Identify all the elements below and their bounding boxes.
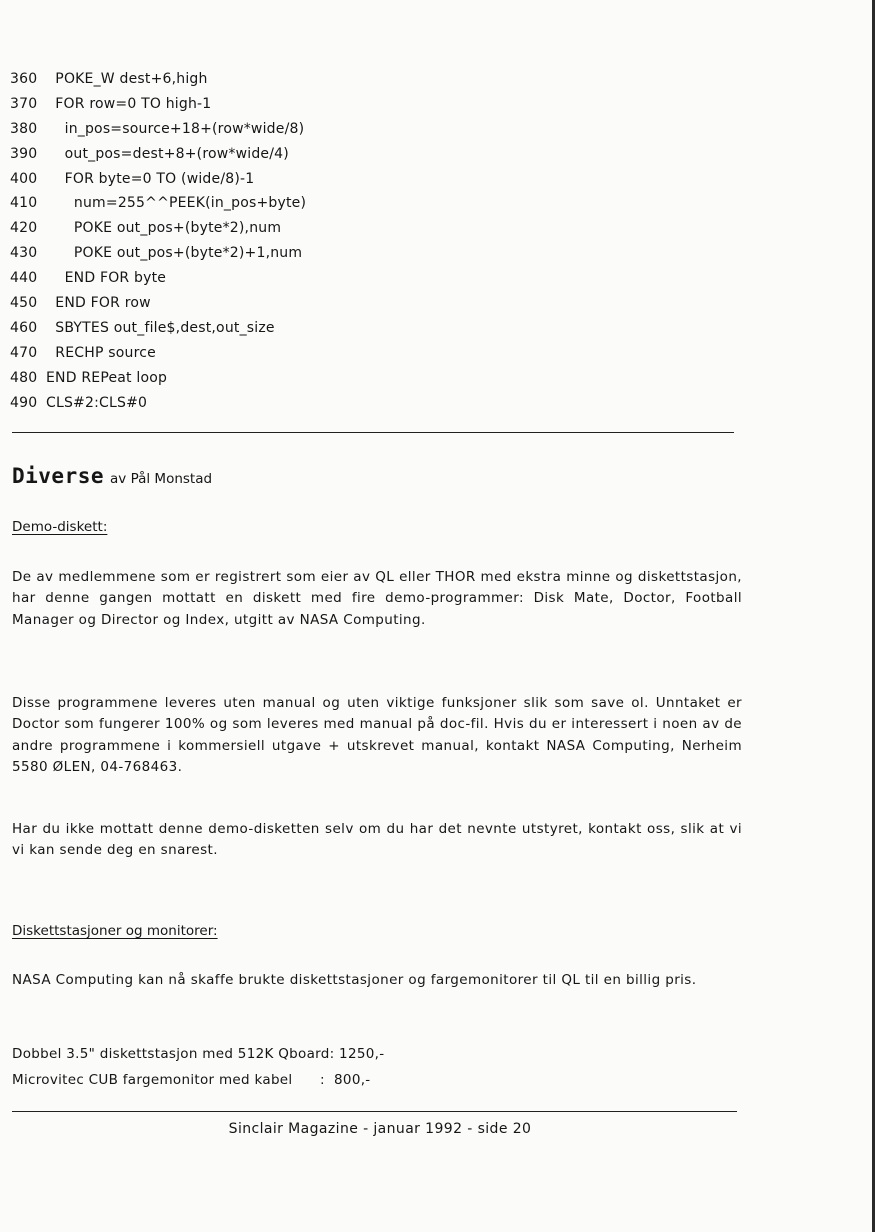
paragraph-demo-intro: De av medlemmene som er registrert som eier av QL eller THOR med ekstra minne og diskettstasjon, har denne gangen mottatt en diskett med fire demo-programmer: Disk Mate, Doctor, Football Manager og Director og Index, utgitt av NASA Computing.	[12, 569, 742, 628]
paragraph-drives-intro: NASA Computing kan nå skaffe brukte diskettstasjoner og fargemonitorer til QL til en billig pris.	[12, 972, 697, 988]
price-line-drive: Dobbel 3.5" diskettstasjon med 512K Qboard: 1250,-	[12, 1046, 385, 1062]
article-heading	[12, 464, 212, 488]
article-byline: av Pål Monstad	[110, 471, 213, 487]
code-text: POKE out_pos+(byte*2),num	[46, 220, 282, 237]
line-number: 440	[10, 270, 38, 287]
line-number: 360	[10, 71, 38, 87]
line-number: 390	[10, 145, 38, 162]
line-number: 490	[10, 394, 38, 411]
price-line-monitor: Microvitec CUB fargemonitor med kabel : 800,-	[12, 1072, 371, 1088]
code-line	[10, 191, 306, 216]
article-title: Diverse	[12, 464, 105, 488]
line-number: 370	[10, 95, 38, 112]
code-text: FOR byte=0 TO (wide/8)-1	[46, 170, 255, 187]
line-number: 450	[10, 295, 38, 312]
page-footer: Sinclair Magazine - januar 1992 - side 20	[228, 1121, 532, 1137]
code-text: END FOR row	[46, 295, 151, 312]
line-number: 420	[10, 220, 38, 237]
code-line	[10, 92, 306, 117]
code-text: out_pos=dest+8+(row*wide/4)	[46, 145, 289, 162]
code-line	[10, 291, 306, 316]
line-number: 410	[10, 195, 38, 212]
code-line	[10, 266, 306, 291]
code-text: CLS#2:CLS#0	[46, 394, 148, 411]
line-number: 380	[10, 120, 38, 137]
code-listing	[10, 67, 306, 415]
code-line	[10, 241, 306, 266]
code-text: in_pos=source+18+(row*wide/8)	[46, 120, 305, 137]
code-line	[10, 167, 306, 192]
code-line	[10, 391, 306, 416]
paragraph-demo-contact: Har du ikke mottatt denne demo-disketten selv om du har det nevnte utstyret, kontakt oss, slik at vi vi kan sende deg en snarest.	[12, 821, 742, 859]
code-line	[10, 67, 306, 92]
code-line	[10, 366, 306, 391]
code-line	[10, 142, 306, 167]
code-text: POKE_W dest+6,high	[46, 71, 208, 87]
code-text: RECHP source	[46, 344, 156, 361]
line-number: 430	[10, 245, 38, 262]
line-number: 460	[10, 319, 38, 336]
code-line	[10, 117, 306, 142]
code-text: END REPeat loop	[46, 369, 168, 386]
line-number: 480	[10, 369, 38, 386]
code-text: FOR row=0 TO high-1	[46, 95, 212, 112]
code-text: num=255^^PEEK(in_pos+byte)	[46, 195, 307, 212]
code-line	[10, 316, 306, 341]
code-text: END FOR byte	[46, 270, 167, 287]
line-number: 470	[10, 344, 38, 361]
code-line	[10, 341, 306, 366]
code-text: SBYTES out_file$,dest,out_size	[46, 319, 275, 336]
divider-top	[12, 432, 734, 433]
section-heading-demo: Demo-diskett:	[12, 519, 108, 535]
section-heading-drives: Diskettstasjoner og monitorer:	[12, 923, 218, 939]
line-number: 400	[10, 170, 38, 187]
divider-bottom	[12, 1111, 737, 1112]
code-line	[10, 216, 306, 241]
code-text: POKE out_pos+(byte*2)+1,num	[46, 245, 303, 262]
paragraph-demo-details: Disse programmene leveres uten manual og uten viktige funksjoner slik som save ol. Unntaket er Doctor som fungerer 100% og som leveres med manual på doc-fil. Hvis du er interessert i noen av de andre programmene i kommersiell utgave + utskrevet manual, kontakt NASA Computing, Nerheim 5580 ØLEN, 04-768463.	[12, 695, 742, 775]
